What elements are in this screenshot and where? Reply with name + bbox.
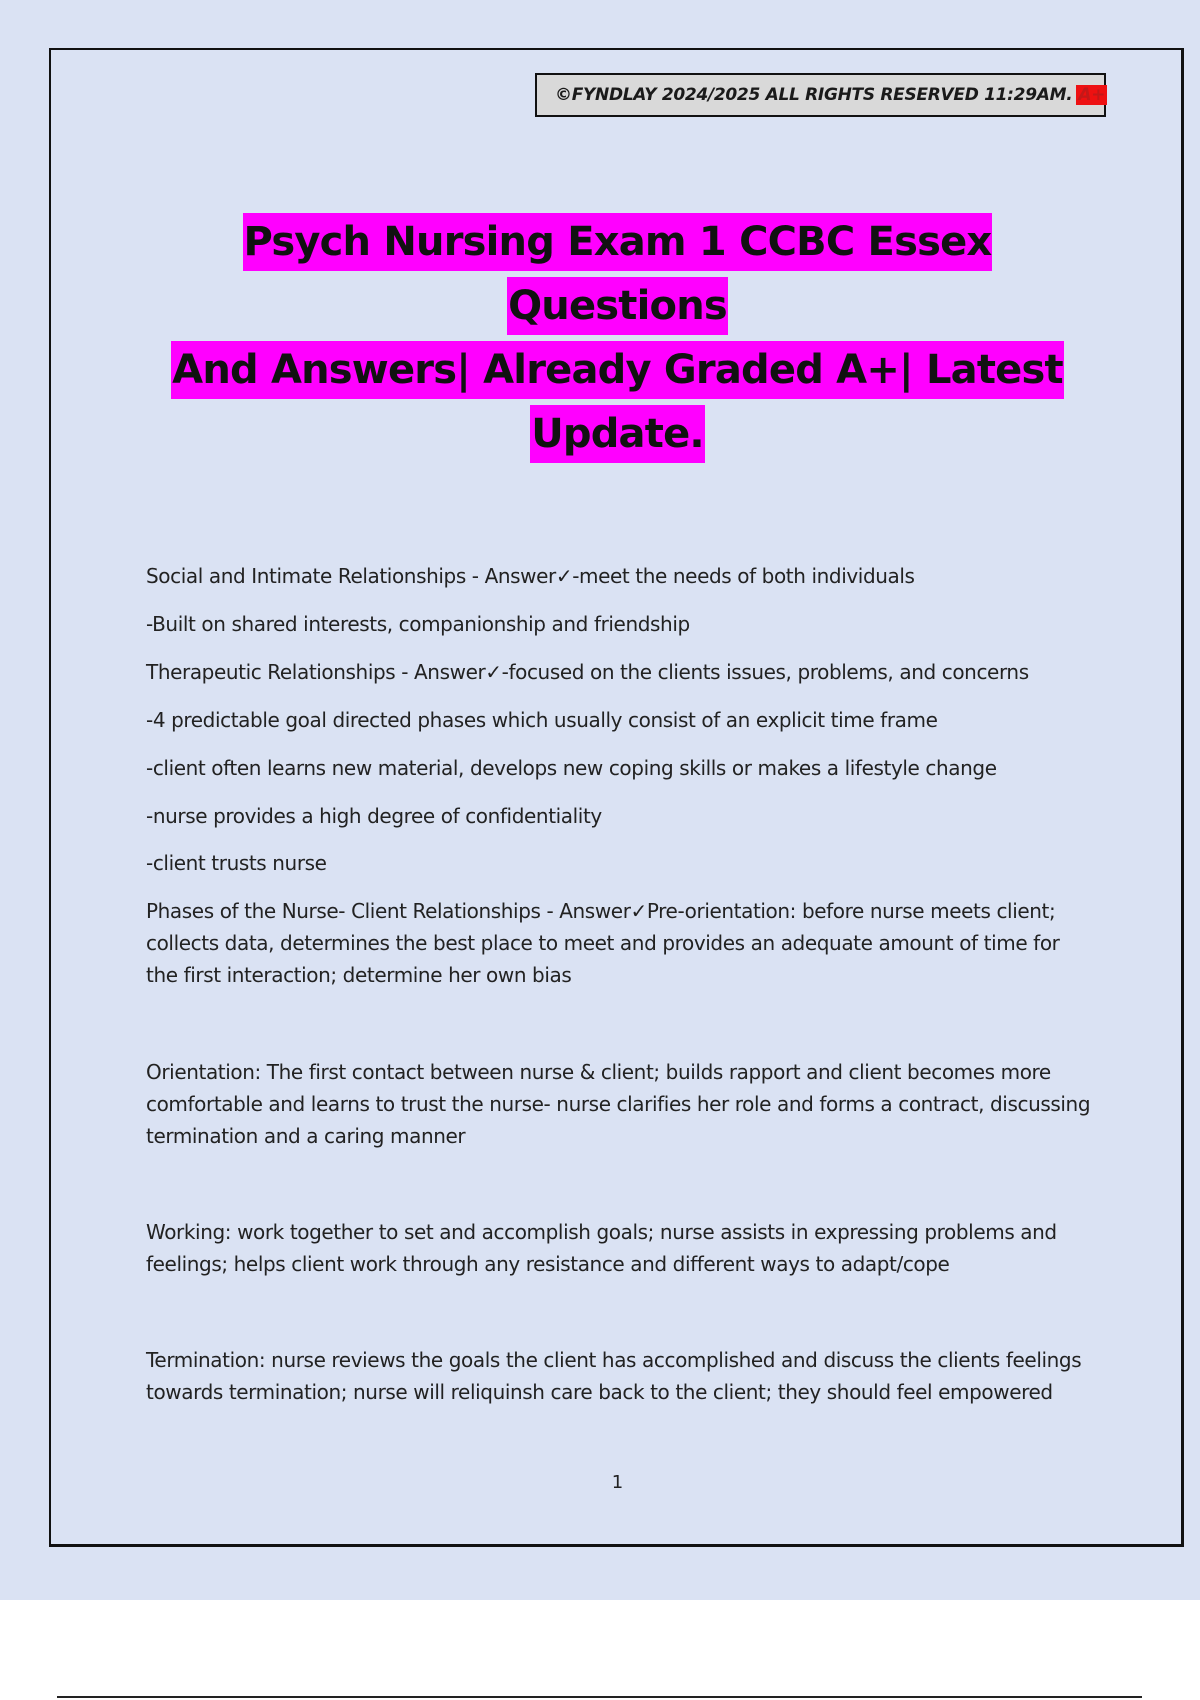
grade-badge: A+ — [1078, 85, 1106, 105]
body-line-confidentiality: -nurse provides a high degree of confidentiality — [146, 804, 602, 828]
document-body — [146, 560, 1096, 1408]
copyright-text: ©FYNDLAY 2024/2025 ALL RIGHTS RESERVED 11:29AM. — [555, 85, 1073, 105]
page-number: 1 — [611, 1472, 624, 1493]
title-line-1: Psych Nursing Exam 1 CCBC Essex Questions — [243, 213, 993, 335]
body-line-therapeutic-relationships: Therapeutic Relationships - Answer✓-focused on the clients issues, problems, and concerns — [146, 660, 1029, 684]
body-line-goal-directed-phases: -4 predictable goal directed phases which usually consist of an explicit time frame — [146, 708, 938, 732]
paragraph-working: Working: work together to set and accomplish goals; nurse assists in expressing problems and feelings; helps client work through any resistance and different ways to adapt/cope — [146, 1220, 1057, 1276]
title-line-2: And Answers| Already Graded A+| Latest — [171, 341, 1064, 399]
copyright-banner — [535, 73, 1106, 117]
paragraph-orientation: Orientation: The first contact between nurse & client; builds rapport and client becomes more comfortable and learns to trust the nurse- nurse clarifies her role and forms a contract, discussing termination and a caring manner — [146, 1060, 1091, 1148]
paragraph-phases-preorientation: Phases of the Nurse- Client Relationships - Answer✓Pre-orientation: before nurse meets client; collects data, determines the best place to meet and provides an adequate amount of time for the first interaction; determine her own bias — [146, 899, 1060, 987]
paragraph-termination: Termination: nurse reviews the goals the client has accomplished and discuss the clients feelings towards termination; nurse will reliquinsh care back to the client; they should feel empowered — [146, 1348, 1082, 1404]
body-line-social-relationships: Social and Intimate Relationships - Answer✓-meet the needs of both individuals — [146, 564, 915, 588]
document-title — [140, 210, 1095, 466]
body-line-shared-interests: -Built on shared interests, companionship and friendship — [146, 612, 690, 636]
title-line-3: Update. — [530, 405, 705, 463]
body-line-client-learns: -client often learns new material, develops new coping skills or makes a lifestyle change — [146, 756, 997, 780]
bottom-divider — [57, 1696, 1142, 1698]
body-line-client-trusts: -client trusts nurse — [146, 851, 327, 875]
